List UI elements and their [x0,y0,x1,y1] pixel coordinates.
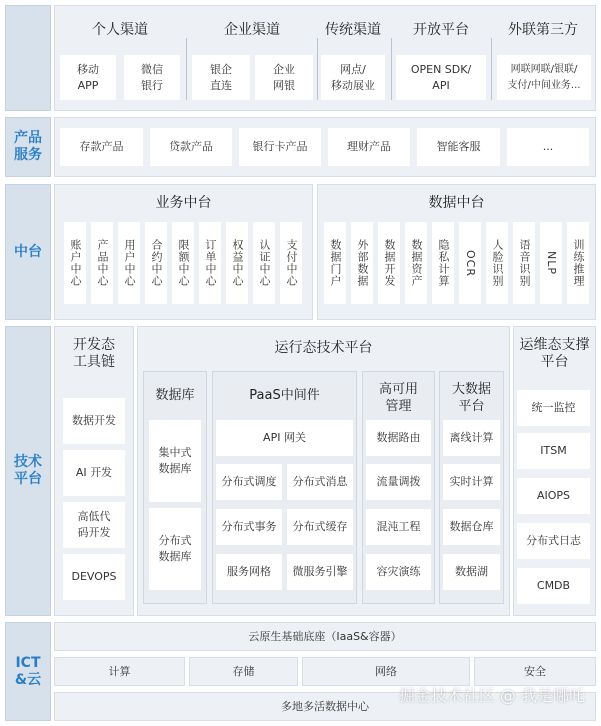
channel-item-third-party: 网联网联/银联/ 支付/中间业务... [497,55,591,100]
paas-microservice-engine: 微服务引擎 [287,554,353,590]
ops-item-cmdb: CMDB [517,568,590,604]
ops-platform-title: 运维态支撑 平台 [519,337,590,370]
data-item-portal: 数据门户 [324,222,346,304]
paas-api-gateway: API 网关 [216,420,353,456]
paas-transaction: 分布式事务 [216,509,282,545]
dev-toolchain-title: 开发态 工具链 [73,337,115,370]
ict-security: 安全 [474,657,596,686]
business-item-user: 用户中心 [118,222,140,304]
side-label-product: 产品 服务 [5,117,51,177]
dev-item-lowcode: 高低代 码开发 [63,502,125,548]
channel-title-traditional: 传统渠道 [325,21,381,38]
dev-item-data: 数据开发 [63,398,125,444]
database-title: 数据库 [155,387,195,403]
product-smart-service: 智能客服 [417,128,500,166]
bigdata-title: 大数据 平台 [451,382,491,414]
channel-item-corporate-ebank: 企业 网银 [255,55,313,100]
paas-service-mesh: 服务网格 [216,554,282,590]
paas-title: PaaS中间件 [249,387,320,403]
product-loan: 贷款产品 [150,128,232,166]
side-label-channels [5,5,51,111]
business-item-order: 订单中心 [199,222,221,304]
channel-title-enterprise: 企业渠道 [224,21,280,38]
business-center-title: 业务中台 [155,194,212,211]
data-item-assets: 数据资产 [405,222,427,304]
ict-network: 网络 [302,657,470,686]
data-center-title: 数据中台 [428,194,485,211]
bigdata-lake: 数据湖 [443,554,500,590]
business-item-contract: 合约中心 [145,222,167,304]
ha-traffic-dispatch: 流量调拨 [366,464,431,500]
channel-item-open-sdk: OPEN SDK/ API [396,55,486,100]
bigdata-warehouse: 数据仓库 [443,509,500,545]
side-label-middle: 中台 [5,184,51,320]
ict-storage: 存储 [189,657,298,686]
ops-item-monitor: 统一监控 [517,390,590,426]
channel-item-branch: 网点/ 移动展业 [321,55,385,100]
data-item-voice: 语音识别 [513,222,535,304]
channel-title-third-party: 外联第三方 [508,21,578,38]
business-item-rights: 权益中心 [226,222,248,304]
database-centralized: 集中式 数据库 [149,420,201,502]
product-wealth: 理财产品 [328,128,410,166]
business-item-limit: 限额中心 [172,222,194,304]
ha-disaster-drill: 容灾演练 [366,554,431,590]
product-more: ... [507,128,589,166]
ict-multi-active-dc: 多地多活数据中心 [54,692,596,721]
runtime-platform-title: 运行态技术平台 [274,339,373,356]
ops-item-itsm: ITSM [517,433,590,469]
ops-item-logging: 分布式日志 [517,523,590,559]
data-item-external: 外部数据 [351,222,373,304]
product-bank-card: 银行卡产品 [239,128,321,166]
business-item-account: 账户中心 [64,222,86,304]
data-item-ocr: OCR [459,222,481,304]
channel-divider [317,38,318,100]
channel-item-bank-direct: 银企 直连 [192,55,250,100]
product-deposit: 存款产品 [60,128,143,166]
paas-scheduling: 分布式调度 [216,464,282,500]
ha-data-routing: 数据路由 [366,420,431,456]
channel-item-mobile-app: 移动 APP [60,55,116,100]
bigdata-realtime: 实时计算 [443,464,500,500]
side-label-ict: ICT &云 [5,622,51,721]
data-item-nlp: NLP [540,222,562,304]
database-distributed: 分布式 数据库 [149,508,201,590]
channel-divider [491,38,492,100]
watermark: 掘金技术社区 @ 我是哪吒 [398,686,585,705]
ops-item-aiops: AIOPS [517,478,590,514]
ha-title: 高可用 管理 [378,382,418,414]
dev-item-ai: AI 开发 [63,450,125,496]
ict-cloud-native: 云原生基础底座（IaaS&容器） [54,622,596,651]
business-item-auth: 认证中心 [253,222,275,304]
business-item-payment: 支付中心 [280,222,302,304]
side-label-tech: 技术 平台 [5,326,51,616]
ict-compute: 计算 [54,657,185,686]
channel-divider [186,38,187,100]
channel-title-personal: 个人渠道 [92,21,148,38]
data-item-privacy: 隐私计算 [432,222,454,304]
channel-divider [391,38,392,100]
business-item-product: 产品中心 [91,222,113,304]
bigdata-offline: 离线计算 [443,420,500,456]
paas-cache: 分布式缓存 [287,509,353,545]
data-item-training: 训练推理 [567,222,589,304]
channel-title-open-platform: 开放平台 [413,21,469,38]
ha-chaos-engineering: 混沌工程 [366,509,431,545]
dev-item-devops: DEVOPS [63,554,125,600]
data-item-develop: 数据开发 [378,222,400,304]
paas-messaging: 分布式消息 [287,464,353,500]
data-item-face: 人脸识别 [486,222,508,304]
channel-item-wechat-bank: 微信 银行 [124,55,180,100]
